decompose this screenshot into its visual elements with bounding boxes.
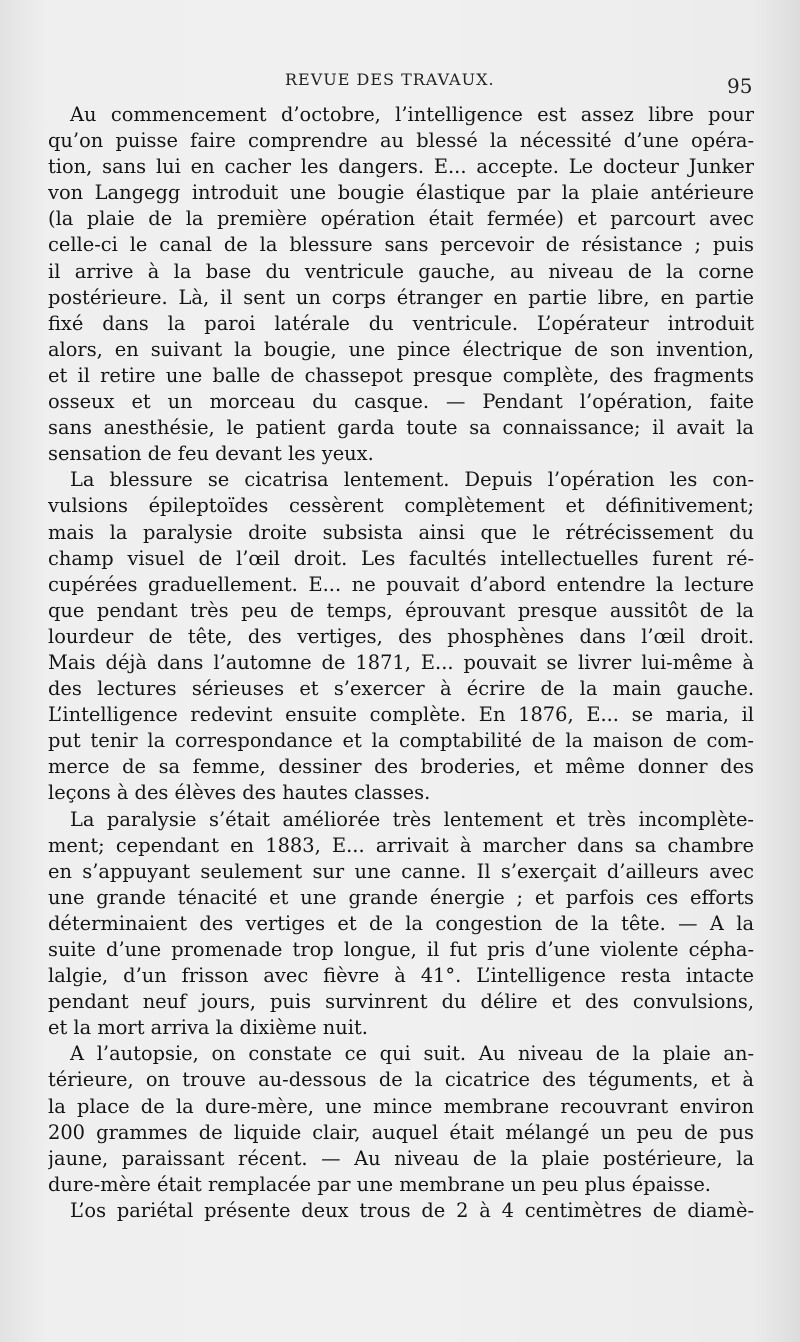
text-line: leçons à des élèves des hautes classes. <box>48 781 431 805</box>
text-line: von Langegg introduit une bougie élastique par la plaie antérieure <box>48 181 754 205</box>
text-line: put tenir la correspondance et la comptabilité de la maison de com- <box>48 729 754 753</box>
text-line: osseux et un morceau du casque. — Pendant l’opération, faite <box>48 390 754 414</box>
text-line: une grande ténacité et une grande énergie ; et parfois ces efforts <box>48 885 754 909</box>
text-line: ment; cependant en 1883, E... arrivait à marcher dans sa chambre <box>48 833 754 857</box>
text-line: et la mort arriva la dixième nuit. <box>48 1016 368 1040</box>
text-line: il arrive à la base du ventricule gauche, au niveau de la corne <box>48 259 754 283</box>
text-line: vulsions épileptoïdes cessèrent complètement et définitivement; <box>48 494 754 518</box>
text-line: (la plaie de la première opération était fermée) et parcourt avec <box>48 207 754 231</box>
text-line: la place de la dure-mère, une mince membrane recouvrant environ <box>48 1094 754 1118</box>
text-line: en s’appuyant seulement sur une canne. Il s’exerçait d’ailleurs avec <box>48 859 754 883</box>
paragraph <box>48 807 754 1042</box>
text-line: tion, sans lui en cacher les dangers. E... accepte. Le docteur Junker <box>48 155 754 179</box>
text-line: suite d’une promenade trop longue, il fut pris d’une violente cépha- <box>48 938 754 961</box>
text-line: mais la paralysie droite subsista ainsi que le rétrécissement du <box>48 520 754 544</box>
text-line: fixé dans la paroi latérale du ventricule. L’opérateur introduit <box>48 311 754 335</box>
text-line: 200 grammes de liquide clair, auquel était mélangé un peu de pus <box>48 1120 754 1144</box>
text-line: lourdeur de tête, des vertiges, des phosphènes dans l’œil droit. <box>48 624 754 648</box>
text-line: alors, en suivant la bougie, une pince électrique de son invention, <box>48 337 754 361</box>
text-line: sensation de feu devant les yeux. <box>48 442 374 466</box>
text-line: Au commencement d’octobre, l’intelligence est assez libre pour <box>70 103 754 126</box>
text-line: lalgie, d’un frisson avec fièvre à 41°. L’intelligence resta intacte <box>48 964 754 988</box>
text-line: L’os pariétal présente deux trous de 2 à 4 centimètres de diamè- <box>70 1198 754 1222</box>
text-line: cupérées graduellement. E... ne pouvait d’abord entendre la lecture <box>48 572 754 596</box>
text-line: celle-ci le canal de la blessure sans percevoir de résistance ; puis <box>48 233 754 257</box>
text-line: dure-mère était remplacée par une membrane un peu plus épaisse. <box>48 1172 711 1196</box>
paragraph <box>48 1041 754 1198</box>
paragraph <box>48 467 754 806</box>
text-line: Mais déjà dans l’automne de 1871, E... pouvait se livrer lui-même à <box>48 650 754 674</box>
running-title: REVUE DES TRAVAUX. <box>285 70 495 89</box>
paragraph <box>48 102 754 467</box>
text-line: que pendant très peu de temps, éprouvant presque aussitôt de la <box>48 598 754 622</box>
text-line: des lectures sérieuses et s’exercer à écrire de la main gauche. <box>48 677 754 701</box>
text-line: A l’autopsie, on constate ce qui suit. Au niveau de la plaie an- <box>70 1042 754 1066</box>
text-line: La paralysie s’était améliorée très lentement et très incomplète- <box>70 807 754 831</box>
text-line: postérieure. Là, il sent un corps étranger en partie libre, en partie <box>48 285 754 309</box>
page-header <box>0 68 800 98</box>
text-line: térieure, on trouve au-dessous de la cicatrice des téguments, et à <box>48 1068 754 1092</box>
page-number: 95 <box>727 74 753 98</box>
text-line: merce de sa femme, dessiner des broderies, et même donner des <box>48 755 754 779</box>
text-line: pendant neuf jours, puis survinrent du délire et des convulsions, <box>48 990 754 1014</box>
paragraph <box>48 1198 754 1224</box>
text-line: La blessure se cicatrisa lentement. Depuis l’opération les con- <box>70 468 754 492</box>
page-body <box>48 102 754 1224</box>
text-line: déterminaient des vertiges et de la congestion de la tête. — A la <box>48 911 754 935</box>
text-line: qu’on puisse faire comprendre au blessé la nécessité d’une opéra- <box>48 129 754 153</box>
text-line: sans anesthésie, le patient garda toute sa connaissance; il avait la <box>48 416 754 440</box>
text-line: champ visuel de l’œil droit. Les facultés intellectuelles furent ré- <box>48 546 754 570</box>
text-line: et il retire une balle de chassepot presque complète, des fragments <box>48 363 754 387</box>
text-line: L’intelligence redevint ensuite complète. En 1876, E... se maria, il <box>48 703 754 727</box>
text-line: jaune, paraissant récent. — Au niveau de la plaie postérieure, la <box>48 1146 754 1170</box>
